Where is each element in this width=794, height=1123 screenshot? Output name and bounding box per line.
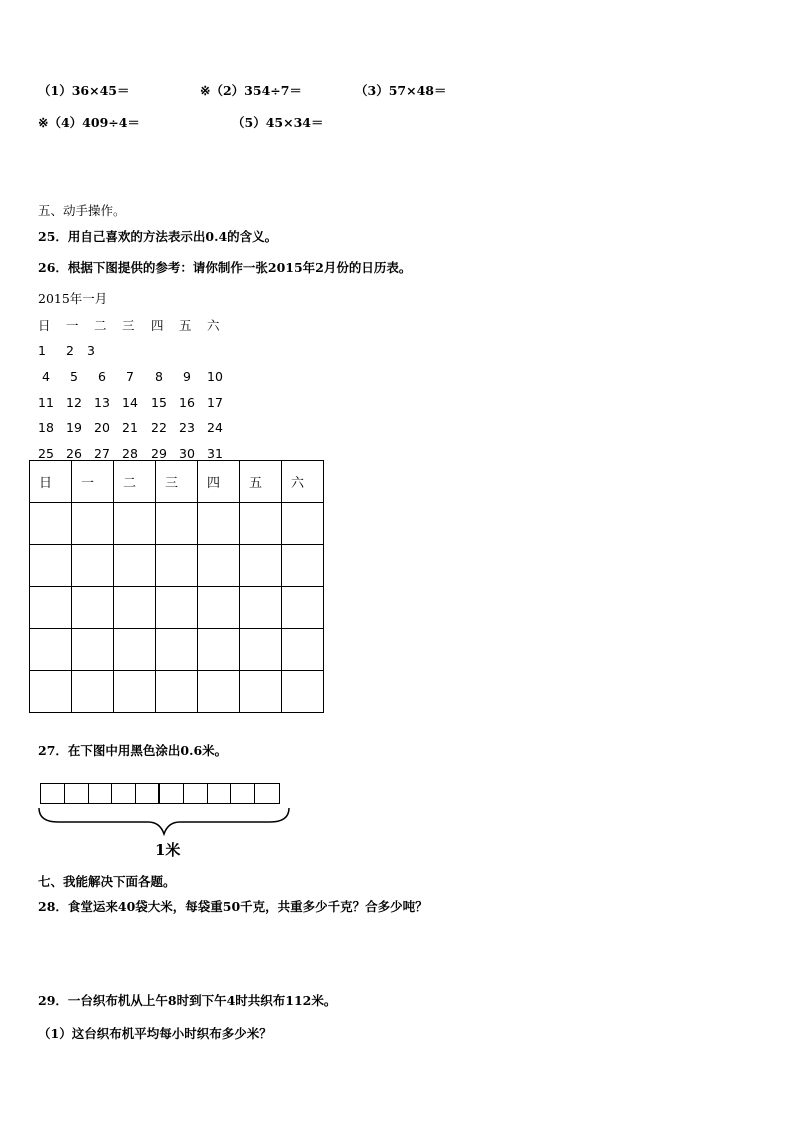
question-25: 25．用自己喜欢的方法表示出0.4的含义。 xyxy=(38,229,278,244)
feb-cell[interactable] xyxy=(198,587,240,629)
strip-cell[interactable] xyxy=(160,784,184,803)
meter-strip xyxy=(40,783,280,804)
feb-header-cell: 日 xyxy=(30,461,72,503)
jan-day: 30 xyxy=(179,446,195,461)
feb-cell[interactable] xyxy=(156,629,198,671)
strip-cell[interactable] xyxy=(136,784,160,803)
feb-cell[interactable] xyxy=(240,545,282,587)
feb-cell[interactable] xyxy=(282,629,324,671)
jan-day: 27 xyxy=(94,446,110,461)
feb-cell[interactable] xyxy=(240,671,282,713)
feb-cell[interactable] xyxy=(114,587,156,629)
jan-day: 26 xyxy=(66,446,82,461)
feb-cell[interactable] xyxy=(72,587,114,629)
jan-day: 11 xyxy=(38,395,54,410)
feb-cell[interactable] xyxy=(114,545,156,587)
feb-cell[interactable] xyxy=(30,545,72,587)
feb-cell[interactable] xyxy=(282,545,324,587)
jan-day: 23 xyxy=(179,420,195,435)
feb-cell[interactable] xyxy=(30,503,72,545)
jan-day: 6 xyxy=(98,369,106,384)
strip-cell[interactable] xyxy=(231,784,255,803)
feb-cell[interactable] xyxy=(72,671,114,713)
jan-day: 24 xyxy=(207,420,223,435)
feb-cell[interactable] xyxy=(198,545,240,587)
feb-cell[interactable] xyxy=(156,587,198,629)
feb-cell[interactable] xyxy=(198,671,240,713)
feb-header-cell: 二 xyxy=(114,461,156,503)
jan-day: 31 xyxy=(207,446,223,461)
section-7-heading: 七、我能解决下面各题。 xyxy=(38,874,176,889)
feb-row xyxy=(30,503,324,545)
question-28: 28．食堂运来40袋大米，每袋重50千克，共重多少千克？合多少吨？ xyxy=(38,899,428,914)
strip-cell[interactable] xyxy=(89,784,113,803)
problem-1: （1）36×45＝ xyxy=(38,83,130,98)
feb-cell[interactable] xyxy=(114,671,156,713)
jan-day: 7 xyxy=(126,369,134,384)
feb-cell[interactable] xyxy=(72,629,114,671)
section-5-heading: 五、动手操作。 xyxy=(38,203,126,218)
jan-day: 9 xyxy=(183,369,191,384)
jan-day: 19 xyxy=(66,420,82,435)
feb-cell[interactable] xyxy=(282,671,324,713)
strip-cell[interactable] xyxy=(41,784,65,803)
strip-cell[interactable] xyxy=(112,784,136,803)
jan-day: 14 xyxy=(122,395,138,410)
jan-day: 25 xyxy=(38,446,54,461)
feb-cell[interactable] xyxy=(114,629,156,671)
jan-day: 18 xyxy=(38,420,54,435)
feb-row xyxy=(30,545,324,587)
problem-3: （3）57×48＝ xyxy=(355,83,447,98)
feb-cell[interactable] xyxy=(30,587,72,629)
feb-cell[interactable] xyxy=(30,671,72,713)
feb-cell[interactable] xyxy=(198,503,240,545)
jan-weekday: 六 xyxy=(207,318,220,333)
strip-cell[interactable] xyxy=(65,784,89,803)
jan-day: 8 xyxy=(155,369,163,384)
feb-cell[interactable] xyxy=(30,629,72,671)
feb-header-cell: 三 xyxy=(156,461,198,503)
question-26: 26．根据下图提供的参考：请你制作一张2015年2月份的日历表。 xyxy=(38,260,412,275)
jan-day: 28 xyxy=(122,446,138,461)
feb-row xyxy=(30,671,324,713)
jan-day: 10 xyxy=(207,369,223,384)
feb-cell[interactable] xyxy=(114,503,156,545)
jan-day: 20 xyxy=(94,420,110,435)
question-29: 29．一台织布机从上午8时到下午4时共织布112米。 xyxy=(38,993,337,1008)
jan-day: 2 xyxy=(66,343,74,358)
feb-cell[interactable] xyxy=(156,503,198,545)
jan-day: 29 xyxy=(151,446,167,461)
feb-cell[interactable] xyxy=(240,629,282,671)
problem-5: （5）45×34＝ xyxy=(232,115,324,130)
brace-icon xyxy=(36,806,292,836)
jan-day: 3 xyxy=(87,343,95,358)
feb-header-cell: 一 xyxy=(72,461,114,503)
meter-label: 1米 xyxy=(155,841,181,859)
jan-calendar-title: 2015年一月 xyxy=(38,291,108,306)
jan-day: 15 xyxy=(151,395,167,410)
jan-weekday: 日 xyxy=(38,318,51,333)
jan-day: 12 xyxy=(66,395,82,410)
strip-cell[interactable] xyxy=(184,784,208,803)
jan-weekday: 二 xyxy=(94,318,107,333)
feb-header-cell: 六 xyxy=(282,461,324,503)
jan-day: 4 xyxy=(42,369,50,384)
strip-cell[interactable] xyxy=(255,784,279,803)
jan-day: 21 xyxy=(122,420,138,435)
feb-cell[interactable] xyxy=(198,629,240,671)
jan-day: 22 xyxy=(151,420,167,435)
jan-day: 17 xyxy=(207,395,223,410)
jan-weekday: 四 xyxy=(151,318,164,333)
problem-4: ※（4）409÷4＝ xyxy=(38,115,140,130)
jan-day: 16 xyxy=(179,395,195,410)
jan-weekday: 五 xyxy=(179,318,192,333)
jan-weekday: 三 xyxy=(122,318,135,333)
feb-row xyxy=(30,587,324,629)
feb-header-cell: 五 xyxy=(240,461,282,503)
feb-cell[interactable] xyxy=(156,545,198,587)
jan-day: 1 xyxy=(38,343,46,358)
feb-cell[interactable] xyxy=(72,545,114,587)
feb-cell[interactable] xyxy=(282,503,324,545)
feb-row xyxy=(30,629,324,671)
jan-weekday: 一 xyxy=(66,318,79,333)
question-27: 27．在下图中用黑色涂出0.6米。 xyxy=(38,743,228,758)
jan-day: 13 xyxy=(94,395,110,410)
feb-cell[interactable] xyxy=(282,587,324,629)
feb-cell[interactable] xyxy=(240,587,282,629)
feb-cell[interactable] xyxy=(240,503,282,545)
problem-2: ※（2）354÷7＝ xyxy=(200,83,302,98)
feb-cell[interactable] xyxy=(72,503,114,545)
question-29-1: （1）这台织布机平均每小时织布多少米？ xyxy=(38,1026,272,1041)
jan-day: 5 xyxy=(70,369,78,384)
feb-cell[interactable] xyxy=(156,671,198,713)
feb-calendar-table xyxy=(29,460,324,713)
feb-header-cell: 四 xyxy=(198,461,240,503)
strip-cell[interactable] xyxy=(208,784,232,803)
feb-header-row xyxy=(30,461,324,503)
